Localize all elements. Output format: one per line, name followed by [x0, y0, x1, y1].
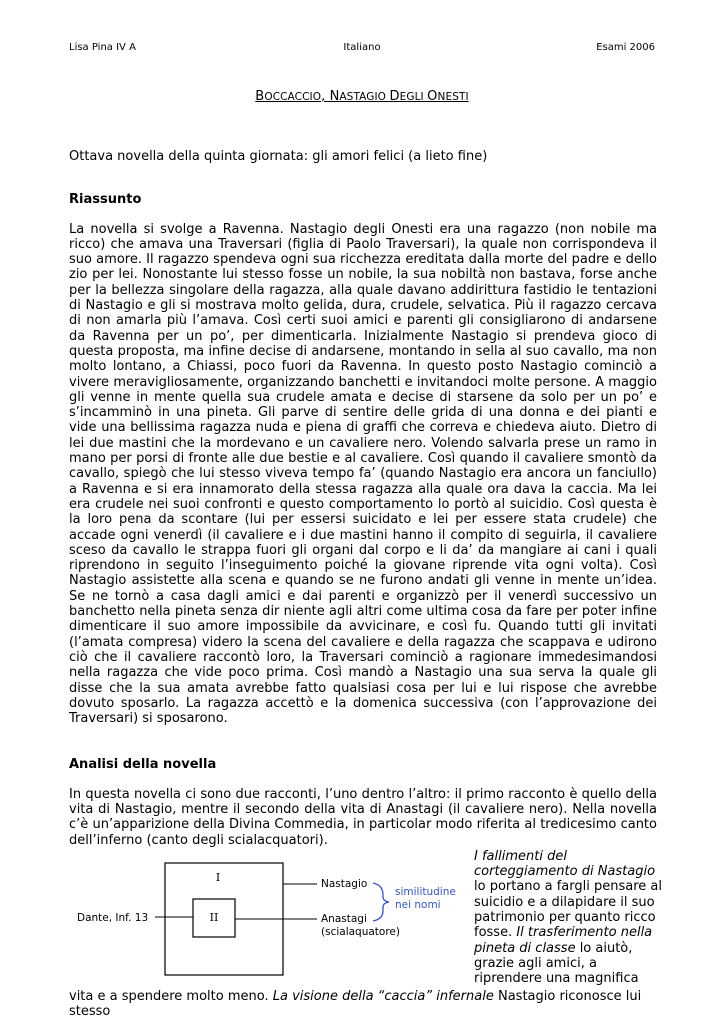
header-author: Lisa Pina IV A: [69, 42, 136, 53]
main-content: [69, 146, 662, 1020]
document-title: [0, 89, 724, 104]
brace-label-2: nei nomi: [395, 898, 441, 911]
outer-box-label: I: [215, 870, 221, 884]
riassunto-text: La novella si svolge a Ravenna. Nastagio degli Onesti era una ragazzo (non nobile ma ricco) che amava una Traversari (figlia di Paolo Traversari), la quale non corrispondeva il suo amore. Il ragazzo spendeva ogni sua ricchezza ereditata dalla morte del padre e dello zio per lei. Nonostante lui stesso fosse un nobile, la sua nobiltà non bastava, forse anche per la bellezza singolare della ragazza, alla quale davano addirittura fastidio le tentazioni di Nastagio e gli si mostrava molto gelida, dura, crudele, selvatica. Più il ragazzo cercava di non amarla più l’amava. Così certi suoi amici e parenti gli consigliarono di andarsene da Ravenna per un po’, per dimenticarla. Inizialmente Nastagio si prendeva gioco di questa proposta, ma infine decise di andarsene, montando in sella al suo cavallo, ma non molto lontano, a Chiassi, poco fuori da Ravenna. In questo posto Nastagio cominciò a vivere meravigliosamente, organizzando banchetti e invitandoci molte persone. A maggio gli venne in mente quella sua crudele amata e decise di starsene da solo per un po’ e s’incamminò in una pineta. Gli parve di sentire delle grida di una donna e dei pianti e vide una bellissima ragazza nuda e piena di graffi che correva e chiedeva aiuto. Dietro di lei due mastini che la mordevano e un cavaliere nero. Volendo salvarla prese un ramo in mano per porsi di fronte alle due bestie e al cavaliere. Così quando il cavaliere smontò da cavallo, spiegò che lui stesso viveva tempo fa’ (quando Nastagio era ancora un fanciullo) a Ravenna e si era innamorato della stessa ragazza alla quale ora dava la caccia. Ma lei era crudele nei suoi confronti e questo comportamento lo portò al suicidio. Così questa è la loro pena da scontare (lui per essersi suicidato e lei per essere stata crudele) che accade ogni venerdì (il cavaliere e i due mastini hanno il compito di seguirla, il cavaliere sceso da cavallo le strappa fuori gli organi dal corpo e li da’ da mangiare ai cani i quali riprendono in seguito l’inseguimento poiché la giovane riprende vita ogni volta). Così Nastagio assistette alla scena e quando se ne furono andati gli venne in mente un’idea. Se ne tornò a casa dagli amici e dai parenti e organizzò per il venerdì successivo un banchetto nella pineta senza dir niente agli altri come ultima cosa da fare per poter infine dimenticare il suo amore impossibile da avvicinare, e così fu. Quando tutti gli invitati (l’amata compresa) videro la scena del cavaliere e della ragazza che scappava e udirono ciò che il cavaliere raccontò loro, la Traversari cominciò a ragionare immedesimandosi nella ragazza che vide poco prima. Così mandò a Nastagio una sua serva la quale gli disse che la sua amata avrebbe fatto qualsiasi cosa per lui e lui rispose che avrebbe dovuto sposarlo. La ragazza accettò e la domenica successiva (con l’approvazione dei Traversari) si sposarono.: [69, 221, 657, 727]
title-rest-3: EGLI: [399, 91, 428, 103]
left-label: Dante, Inf. 13: [77, 911, 149, 924]
figure-section: [69, 848, 662, 989]
title-sep: ,: [321, 89, 330, 104]
brace-label-1: similitudine: [395, 885, 456, 898]
title-cap-4: O: [427, 89, 438, 104]
side-italic-1: I fallimenti del corteggiamento di Nastagio: [474, 848, 656, 880]
title-rest-1: OCCACCIO: [264, 91, 322, 103]
continuation-line: [69, 989, 657, 1020]
header-exam: Esami 2006: [596, 42, 655, 53]
side-text-2: lo aiutò, grazie agli amici, a riprendere una magnifica: [474, 940, 639, 987]
brace-icon: [373, 883, 389, 921]
anastagi-label: Anastagi: [321, 912, 367, 925]
title-cap-3: D: [389, 89, 400, 104]
title-rest-4: NESTI: [437, 91, 469, 103]
nesting-diagram: [69, 849, 469, 984]
last-italic-1: La visione della “caccia” infernale: [272, 988, 494, 1004]
title-rest-2: ASTAGIO: [339, 91, 390, 103]
title-cap-1: B: [255, 89, 265, 104]
nastagio-label: Nastagio: [321, 877, 368, 890]
analisi-text: In questa novella ci sono due racconti, l’uno dentro l’altro: il primo racconto è quello della vita di Nastagio, mentre il secondo della vita di Anastagi (il cavaliere nero). Nella novella c’è un’apparizione della Divina Commedia, in particolar modo riferita al tredicesimo canto dell’inferno (canto degli scialacquatori).: [69, 786, 657, 848]
header-subject: Italiano: [343, 42, 381, 53]
last-text-1: vita e a spendere molto meno.: [69, 988, 273, 1004]
subtitle: Ottava novella della quinta giornata: gli amori felici (a lieto fine): [69, 149, 488, 164]
side-italic-2: Il trasferimento nella pineta di classe: [474, 925, 653, 956]
scialaquatore-label: (scialaquatore): [321, 925, 400, 938]
title-cap-2: N: [329, 89, 340, 104]
last-text-2: Nastagio riconosce lui stesso: [69, 988, 642, 1020]
analisi-heading: Analisi della novella: [69, 757, 217, 773]
side-text: [474, 849, 664, 987]
riassunto-heading: Riassunto: [69, 192, 142, 208]
inner-box-label: II: [209, 910, 219, 924]
side-text-1: lo portano a fargli pensare al suicidio e a dilapidare il suo patrimonio per quanto ricco fosse.: [474, 879, 662, 941]
